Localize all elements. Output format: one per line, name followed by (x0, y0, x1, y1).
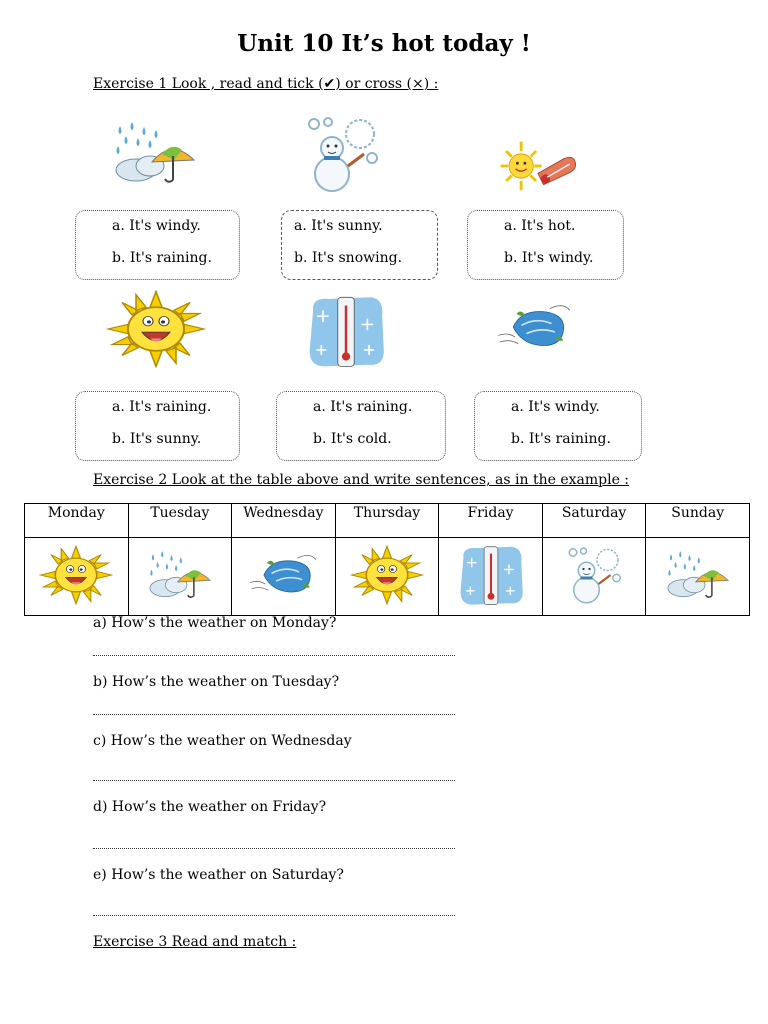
wind-icon (490, 302, 578, 352)
sun-thermometer-icon (493, 138, 581, 194)
question-b: b) How’s the weather on Tuesday? (93, 674, 340, 690)
option-box-2 (281, 210, 438, 280)
question-d: d) How’s the weather on Friday? (93, 799, 327, 815)
day-sunday: Sunday (646, 504, 750, 538)
option-box-1 (75, 210, 240, 280)
snowman-icon (564, 545, 624, 605)
option-a: a. It's raining. (112, 399, 212, 415)
option-b: b. It's sunny. (112, 431, 202, 447)
option-b: b. It's snowing. (294, 250, 403, 266)
option-b: b. It's windy. (504, 250, 594, 266)
day-friday: Friday (439, 504, 543, 538)
answer-line-b[interactable] (93, 714, 455, 715)
option-a: a. It's sunny. (294, 218, 383, 234)
answer-line-d[interactable] (93, 848, 455, 849)
table-icon-row (25, 538, 750, 616)
cold-thermometer-icon (454, 544, 528, 606)
option-b: b. It's raining. (511, 431, 611, 447)
page-title: Unit 10 It’s hot today ! (237, 30, 531, 57)
option-a: a. It's windy. (511, 399, 600, 415)
option-a: a. It's hot. (504, 218, 576, 234)
rain-umbrella-icon (663, 548, 733, 602)
option-a: a. It's raining. (313, 399, 413, 415)
table-cell (232, 538, 336, 616)
table-cell (439, 538, 543, 616)
question-c: c) How’s the weather on Wednesday (93, 733, 352, 749)
option-box-5 (276, 391, 446, 461)
exercise-1-heading: Exercise 1 Look , read and tick (✔) or cross (×) : (93, 76, 439, 92)
answer-line-a[interactable] (93, 655, 455, 656)
wind-icon (248, 552, 318, 598)
happy-sun-icon (106, 290, 206, 368)
option-box-4 (75, 391, 240, 461)
happy-sun-icon (350, 545, 424, 605)
day-wednesday: Wednesday (232, 504, 336, 538)
weather-table (24, 503, 750, 616)
rain-umbrella-icon (145, 548, 215, 602)
option-box-6 (474, 391, 642, 461)
option-b: b. It's cold. (313, 431, 392, 447)
cold-thermometer-icon (302, 294, 390, 368)
day-saturday: Saturday (542, 504, 646, 538)
table-cell (335, 538, 439, 616)
option-a: a. It's windy. (112, 218, 201, 234)
rain-umbrella-icon (110, 118, 200, 188)
question-e: e) How’s the weather on Saturday? (93, 867, 344, 883)
table-cell (542, 538, 646, 616)
day-thursday: Thursday (335, 504, 439, 538)
exercise-3-heading: Exercise 3 Read and match : (93, 934, 297, 950)
snowman-icon (302, 114, 382, 194)
option-b: b. It's raining. (112, 250, 212, 266)
day-tuesday: Tuesday (128, 504, 232, 538)
table-header-row (25, 504, 750, 538)
exercise-2-heading: Exercise 2 Look at the table above and write sentences, as in the example : (93, 472, 630, 488)
happy-sun-icon (39, 545, 113, 605)
answer-line-e[interactable] (93, 915, 455, 916)
option-box-3 (467, 210, 624, 280)
table-cell (128, 538, 232, 616)
day-monday: Monday (25, 504, 129, 538)
table-cell (646, 538, 750, 616)
table-cell (25, 538, 129, 616)
question-a: a) How’s the weather on Monday? (93, 615, 337, 631)
answer-line-c[interactable] (93, 780, 455, 781)
